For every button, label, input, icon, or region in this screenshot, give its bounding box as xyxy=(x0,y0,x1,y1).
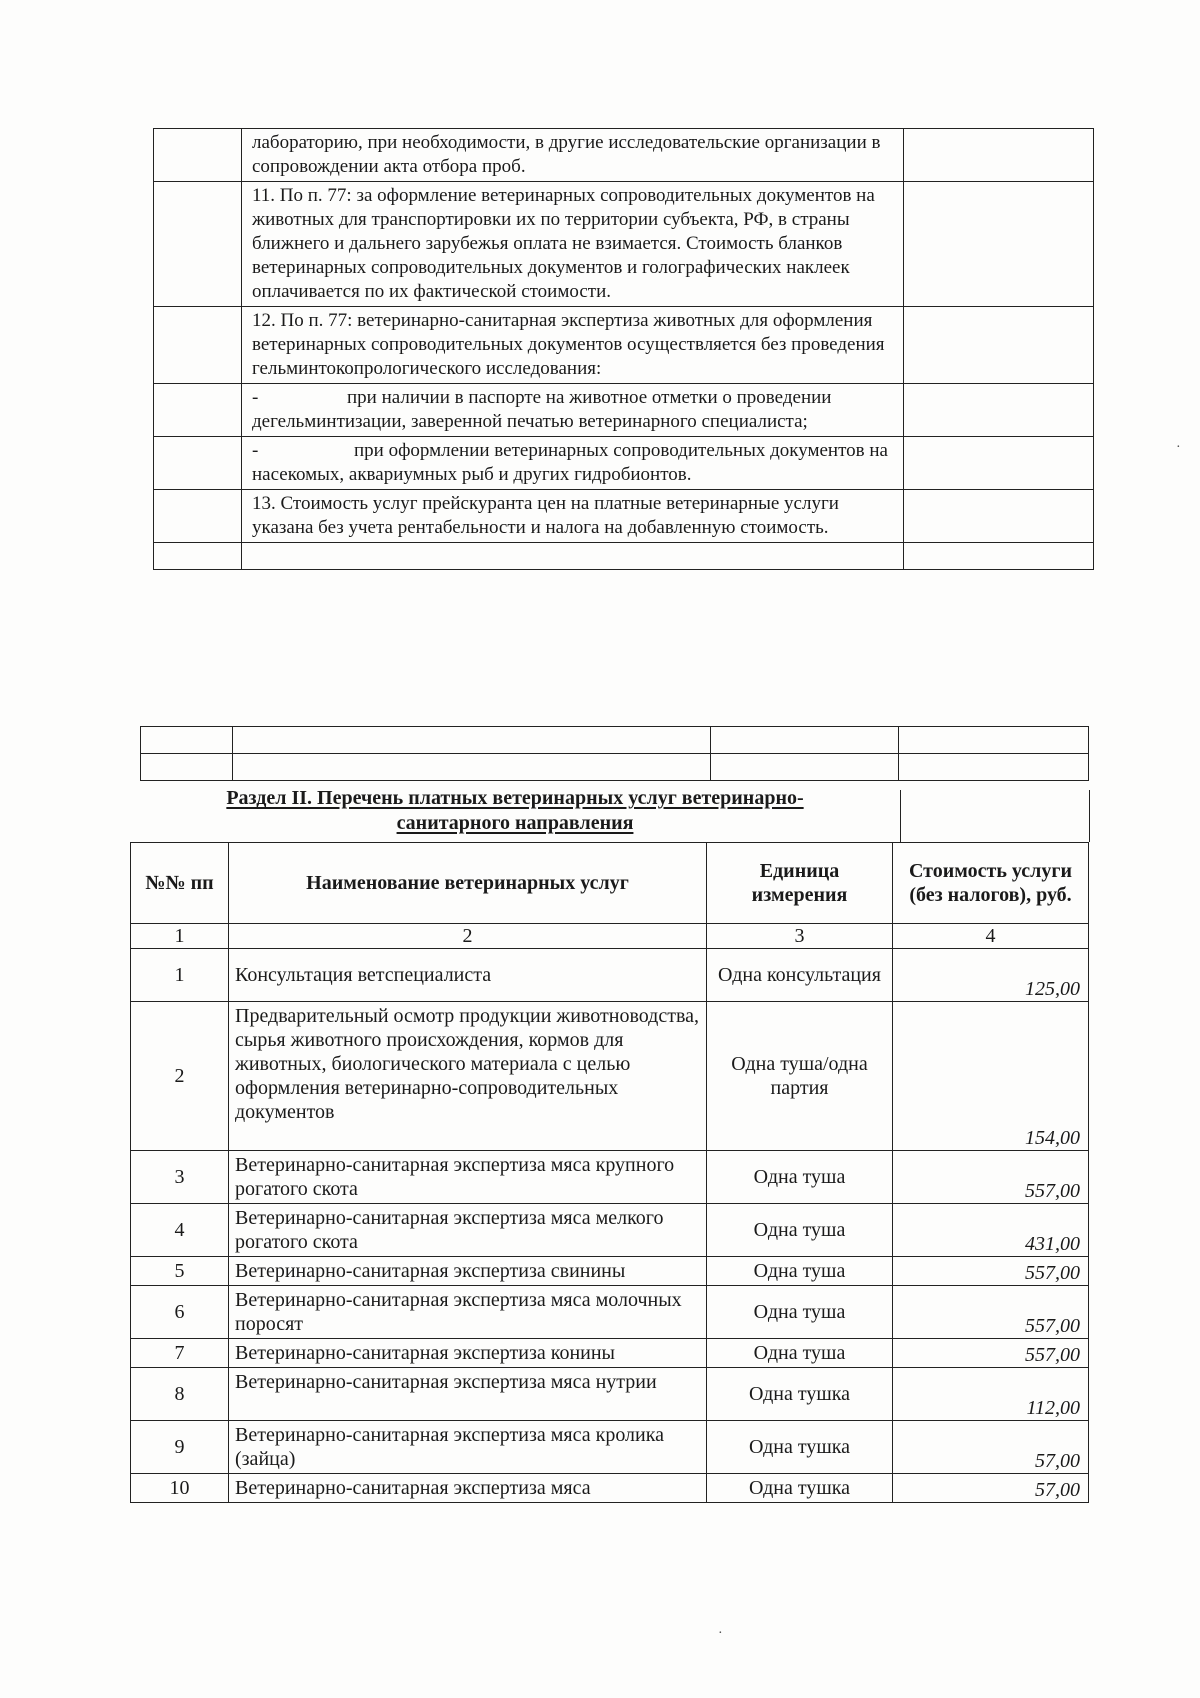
note-continuation: лабораторию, при необходимости, в другие исследовательские организации в сопровождении акта отбора проб. xyxy=(242,129,904,182)
row-number: 7 xyxy=(131,1339,229,1368)
row-price: 57,00 xyxy=(893,1421,1089,1474)
row-number: 9 xyxy=(131,1421,229,1474)
row-service-name: Ветеринарно-санитарная экспертиза конины xyxy=(229,1339,707,1368)
table-row xyxy=(131,1002,1089,1151)
row-price: 57,00 xyxy=(893,1474,1089,1503)
notes-table xyxy=(153,128,1094,570)
table-row xyxy=(131,1257,1089,1286)
row-service-name: Консультация ветспециалиста xyxy=(229,949,707,1002)
note-sub-2 xyxy=(242,437,904,490)
row-service-name: Ветеринарно-санитарная экспертиза мяса крупного рогатого скота xyxy=(229,1151,707,1204)
blank-row xyxy=(141,727,1089,754)
table-row xyxy=(131,1474,1089,1503)
blank-row xyxy=(154,543,1094,570)
header-name: Наименование ветеринарных услуг xyxy=(229,843,707,924)
column-number: 1 xyxy=(131,924,229,949)
row-number: 6 xyxy=(131,1286,229,1339)
row-price: 154,00 xyxy=(893,1002,1089,1151)
row-price: 431,00 xyxy=(893,1204,1089,1257)
row-unit: Одна туша xyxy=(707,1204,893,1257)
scan-speck: · xyxy=(718,1626,723,1641)
row-service-name: Предварительный осмотр продукции животноводства, сырья животного происхождения, кормов для животных, биологического материала с целью оформления ветеринарно-сопроводительных документов xyxy=(229,1002,707,1151)
dash-mark: - xyxy=(252,387,259,408)
notes-row xyxy=(154,437,1094,490)
note-item-11: 11. По п. 77: за оформление ветеринарных сопроводительных документов на животных для транспортировки их по территории субъекта, РФ, в страны ближнего и дальнего зарубежья оплата не взимается. Стоимость бланков ветеринарных сопроводительных документов и голографических наклеек оплачивается по их фактической стоимости. xyxy=(242,182,904,307)
scan-speck: · xyxy=(1176,440,1181,455)
column-number-row xyxy=(131,924,1089,949)
notes-row xyxy=(154,129,1094,182)
row-price: 125,00 xyxy=(893,949,1089,1002)
row-unit: Одна туша xyxy=(707,1257,893,1286)
note-sub-1-text: при наличии в паспорте на животное отметки о проведении дегельминтизации, заверенной печатью ветеринарного специалиста; xyxy=(252,387,832,432)
header-unit: Единица измерения xyxy=(707,843,893,924)
services-table xyxy=(130,842,1089,1503)
section-title xyxy=(130,786,900,836)
header-row xyxy=(131,843,1089,924)
row-number: 2 xyxy=(131,1002,229,1151)
section-title-line: санитарного направления xyxy=(396,812,634,834)
row-unit: Одна туша/одна партия xyxy=(707,1002,893,1151)
note-item-13: 13. Стоимость услуг прейскуранта цен на платные ветеринарные услуги указана без учета рентабельности и налога на добавленную стоимость. xyxy=(242,490,904,543)
section-box xyxy=(900,790,1090,842)
note-item-12: 12. По п. 77: ветеринарно-санитарная экспертиза животных для оформления ветеринарных сопроводительных документов осуществляется без проведения гельминтокопрологического исследования: xyxy=(242,307,904,384)
row-number: 5 xyxy=(131,1257,229,1286)
row-unit: Одна тушка xyxy=(707,1368,893,1421)
table-row xyxy=(131,1339,1089,1368)
row-number: 1 xyxy=(131,949,229,1002)
notes-row xyxy=(154,384,1094,437)
row-unit: Одна туша xyxy=(707,1151,893,1204)
header-price: Стоимость услуги (без налогов), руб. xyxy=(893,843,1089,924)
row-unit: Одна тушка xyxy=(707,1421,893,1474)
row-price: 112,00 xyxy=(893,1368,1089,1421)
row-unit: Одна туша xyxy=(707,1339,893,1368)
row-number: 10 xyxy=(131,1474,229,1503)
row-service-name: Ветеринарно-санитарная экспертиза свинины xyxy=(229,1257,707,1286)
column-number: 3 xyxy=(707,924,893,949)
row-number: 4 xyxy=(131,1204,229,1257)
notes-row xyxy=(154,490,1094,543)
row-service-name: Ветеринарно-санитарная экспертиза мяса мелкого рогатого скота xyxy=(229,1204,707,1257)
row-price: 557,00 xyxy=(893,1151,1089,1204)
row-number: 8 xyxy=(131,1368,229,1421)
section-title-line: Раздел II. Перечень платных ветеринарных услуг ветеринарно- xyxy=(226,787,804,809)
note-sub-2-text: при оформлении ветеринарных сопроводительных документов на насекомых, аквариумных рыб и других гидробионтов. xyxy=(252,440,888,485)
table-row xyxy=(131,1151,1089,1204)
note-sub-1 xyxy=(242,384,904,437)
table-row xyxy=(131,949,1089,1002)
row-unit: Одна тушка xyxy=(707,1474,893,1503)
column-number: 2 xyxy=(229,924,707,949)
row-price: 557,00 xyxy=(893,1339,1089,1368)
row-price: 557,00 xyxy=(893,1286,1089,1339)
notes-row xyxy=(154,307,1094,384)
row-service-name: Ветеринарно-санитарная экспертиза мяса кролика (зайца) xyxy=(229,1421,707,1474)
row-unit: Одна консультация xyxy=(707,949,893,1002)
notes-row xyxy=(154,182,1094,307)
table-row xyxy=(131,1421,1089,1474)
table-row xyxy=(131,1286,1089,1339)
row-number: 3 xyxy=(131,1151,229,1204)
blank-row xyxy=(141,754,1089,781)
row-service-name: Ветеринарно-санитарная экспертиза мяса xyxy=(229,1474,707,1503)
table-row xyxy=(131,1204,1089,1257)
row-price: 557,00 xyxy=(893,1257,1089,1286)
spacer-grid xyxy=(140,726,1089,781)
row-service-name: Ветеринарно-санитарная экспертиза мяса молочных поросят xyxy=(229,1286,707,1339)
header-num: №№ пп xyxy=(131,843,229,924)
dash-mark: - xyxy=(252,440,259,461)
table-row xyxy=(131,1368,1089,1421)
column-number: 4 xyxy=(893,924,1089,949)
row-unit: Одна туша xyxy=(707,1286,893,1339)
row-service-name: Ветеринарно-санитарная экспертиза мяса нутрии xyxy=(229,1368,707,1421)
